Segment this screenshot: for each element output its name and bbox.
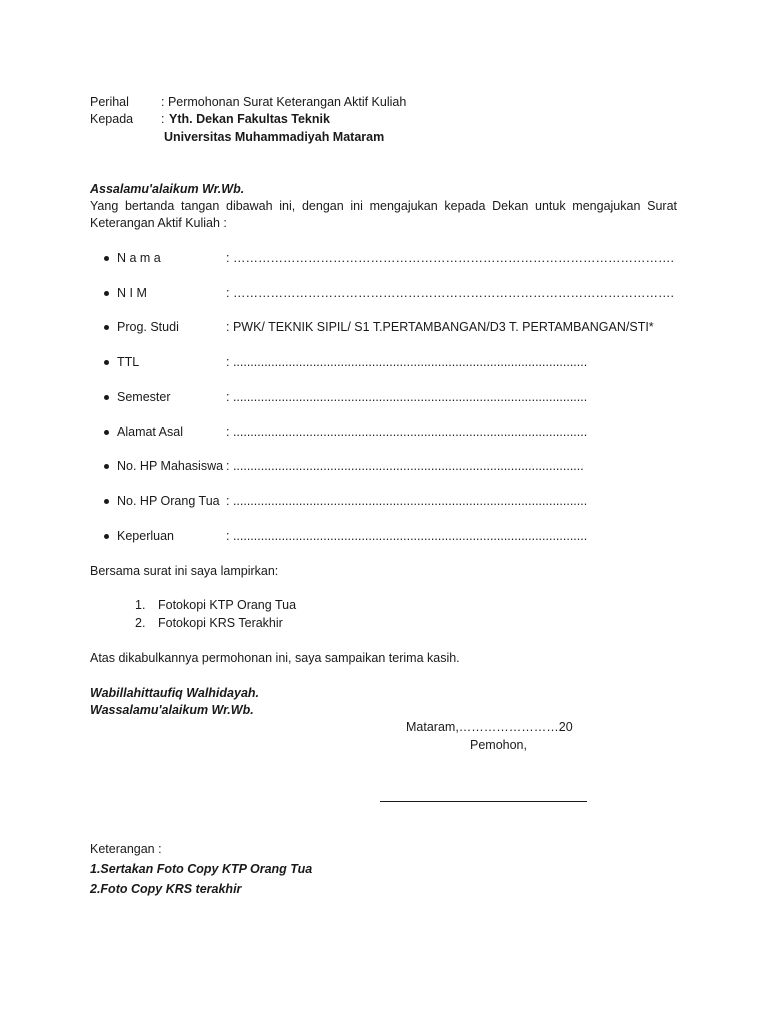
field-label: TTL [117,355,140,369]
bullet-icon [104,360,109,365]
bullet-icon [104,291,109,296]
bullet-icon [104,256,109,261]
field-value: : ……………………………………………………………………………………………. [226,286,674,300]
field-label: No. HP Mahasiswa [117,459,224,473]
closing-salutation-2: Wassalamu'alaikum Wr.Wb. [90,703,254,717]
bullet-icon [104,534,109,539]
keterangan-title: Keterangan : [90,842,162,856]
greeting: Assalamu'alaikum Wr.Wb. [90,182,245,196]
field-value: : ...................................................................................................... [226,355,588,369]
attachment-item: Fotokopi KRS Terakhir [158,616,283,630]
field-value: : PWK/ TEKNIK SIPIL/ S1 T.PERTAMBANGAN/D3 T. PERTAMBANGAN/STI* [226,320,654,334]
bullet-icon [104,499,109,504]
bullet-icon [104,430,109,435]
bullet-icon [104,325,109,330]
pemohon-label: Pemohon, [470,738,527,752]
attachment-number: 2. [135,616,146,630]
kepada-label: Kepada [90,112,134,126]
field-label: Prog. Studi [117,320,179,334]
field-label: N a m a [117,251,161,265]
field-label: Alamat Asal [117,425,184,439]
keterangan-item: 2.Foto Copy KRS terakhir [90,882,242,896]
kepada-colon: : [161,112,165,126]
field-label: Keperluan [117,529,174,543]
field-label: Semester [117,390,171,404]
field-value: : ……………………………………………………………………………………………. [226,251,674,265]
field-label: No. HP Orang Tua [117,494,220,508]
field-value: : ..................................................................................................... [226,459,584,473]
closing-text: Atas dikabulkannya permohonan ini, saya sampaikan terima kasih. [90,651,460,665]
field-value: : ...................................................................................................... [226,529,588,543]
bullet-icon [104,464,109,469]
place-date: Mataram,……………………20 [406,720,573,734]
attachments-intro: Bersama surat ini saya lampirkan: [90,564,279,578]
keterangan-item: 1.Sertakan Foto Copy KTP Orang Tua [90,862,313,876]
attachment-item: Fotokopi KTP Orang Tua [158,598,297,612]
attachment-number: 1. [135,598,146,612]
perihal-value: : Permohonan Surat Keterangan Aktif Kuliah [161,95,407,109]
field-value: : ...................................................................................................... [226,425,588,439]
field-label: N I M [117,286,147,300]
signature-line [380,801,587,802]
field-value: : ...................................................................................................... [226,494,588,508]
closing-salutation-1: Wabillahittaufiq Walhidayah. [90,686,260,700]
kepada-recipient: Yth. Dekan Fakultas Teknik [169,112,330,126]
kepada-institution: Universitas Muhammadiyah Mataram [164,130,385,144]
intro-paragraph: Yang bertanda tangan dibawah ini, dengan ini mengajukan kepada Dekan untuk mengajukan Surat Keterangan Aktif Kuliah : [90,199,677,230]
perihal-label: Perihal [90,95,129,109]
field-value: : ...................................................................................................... [226,390,588,404]
bullet-icon [104,395,109,400]
